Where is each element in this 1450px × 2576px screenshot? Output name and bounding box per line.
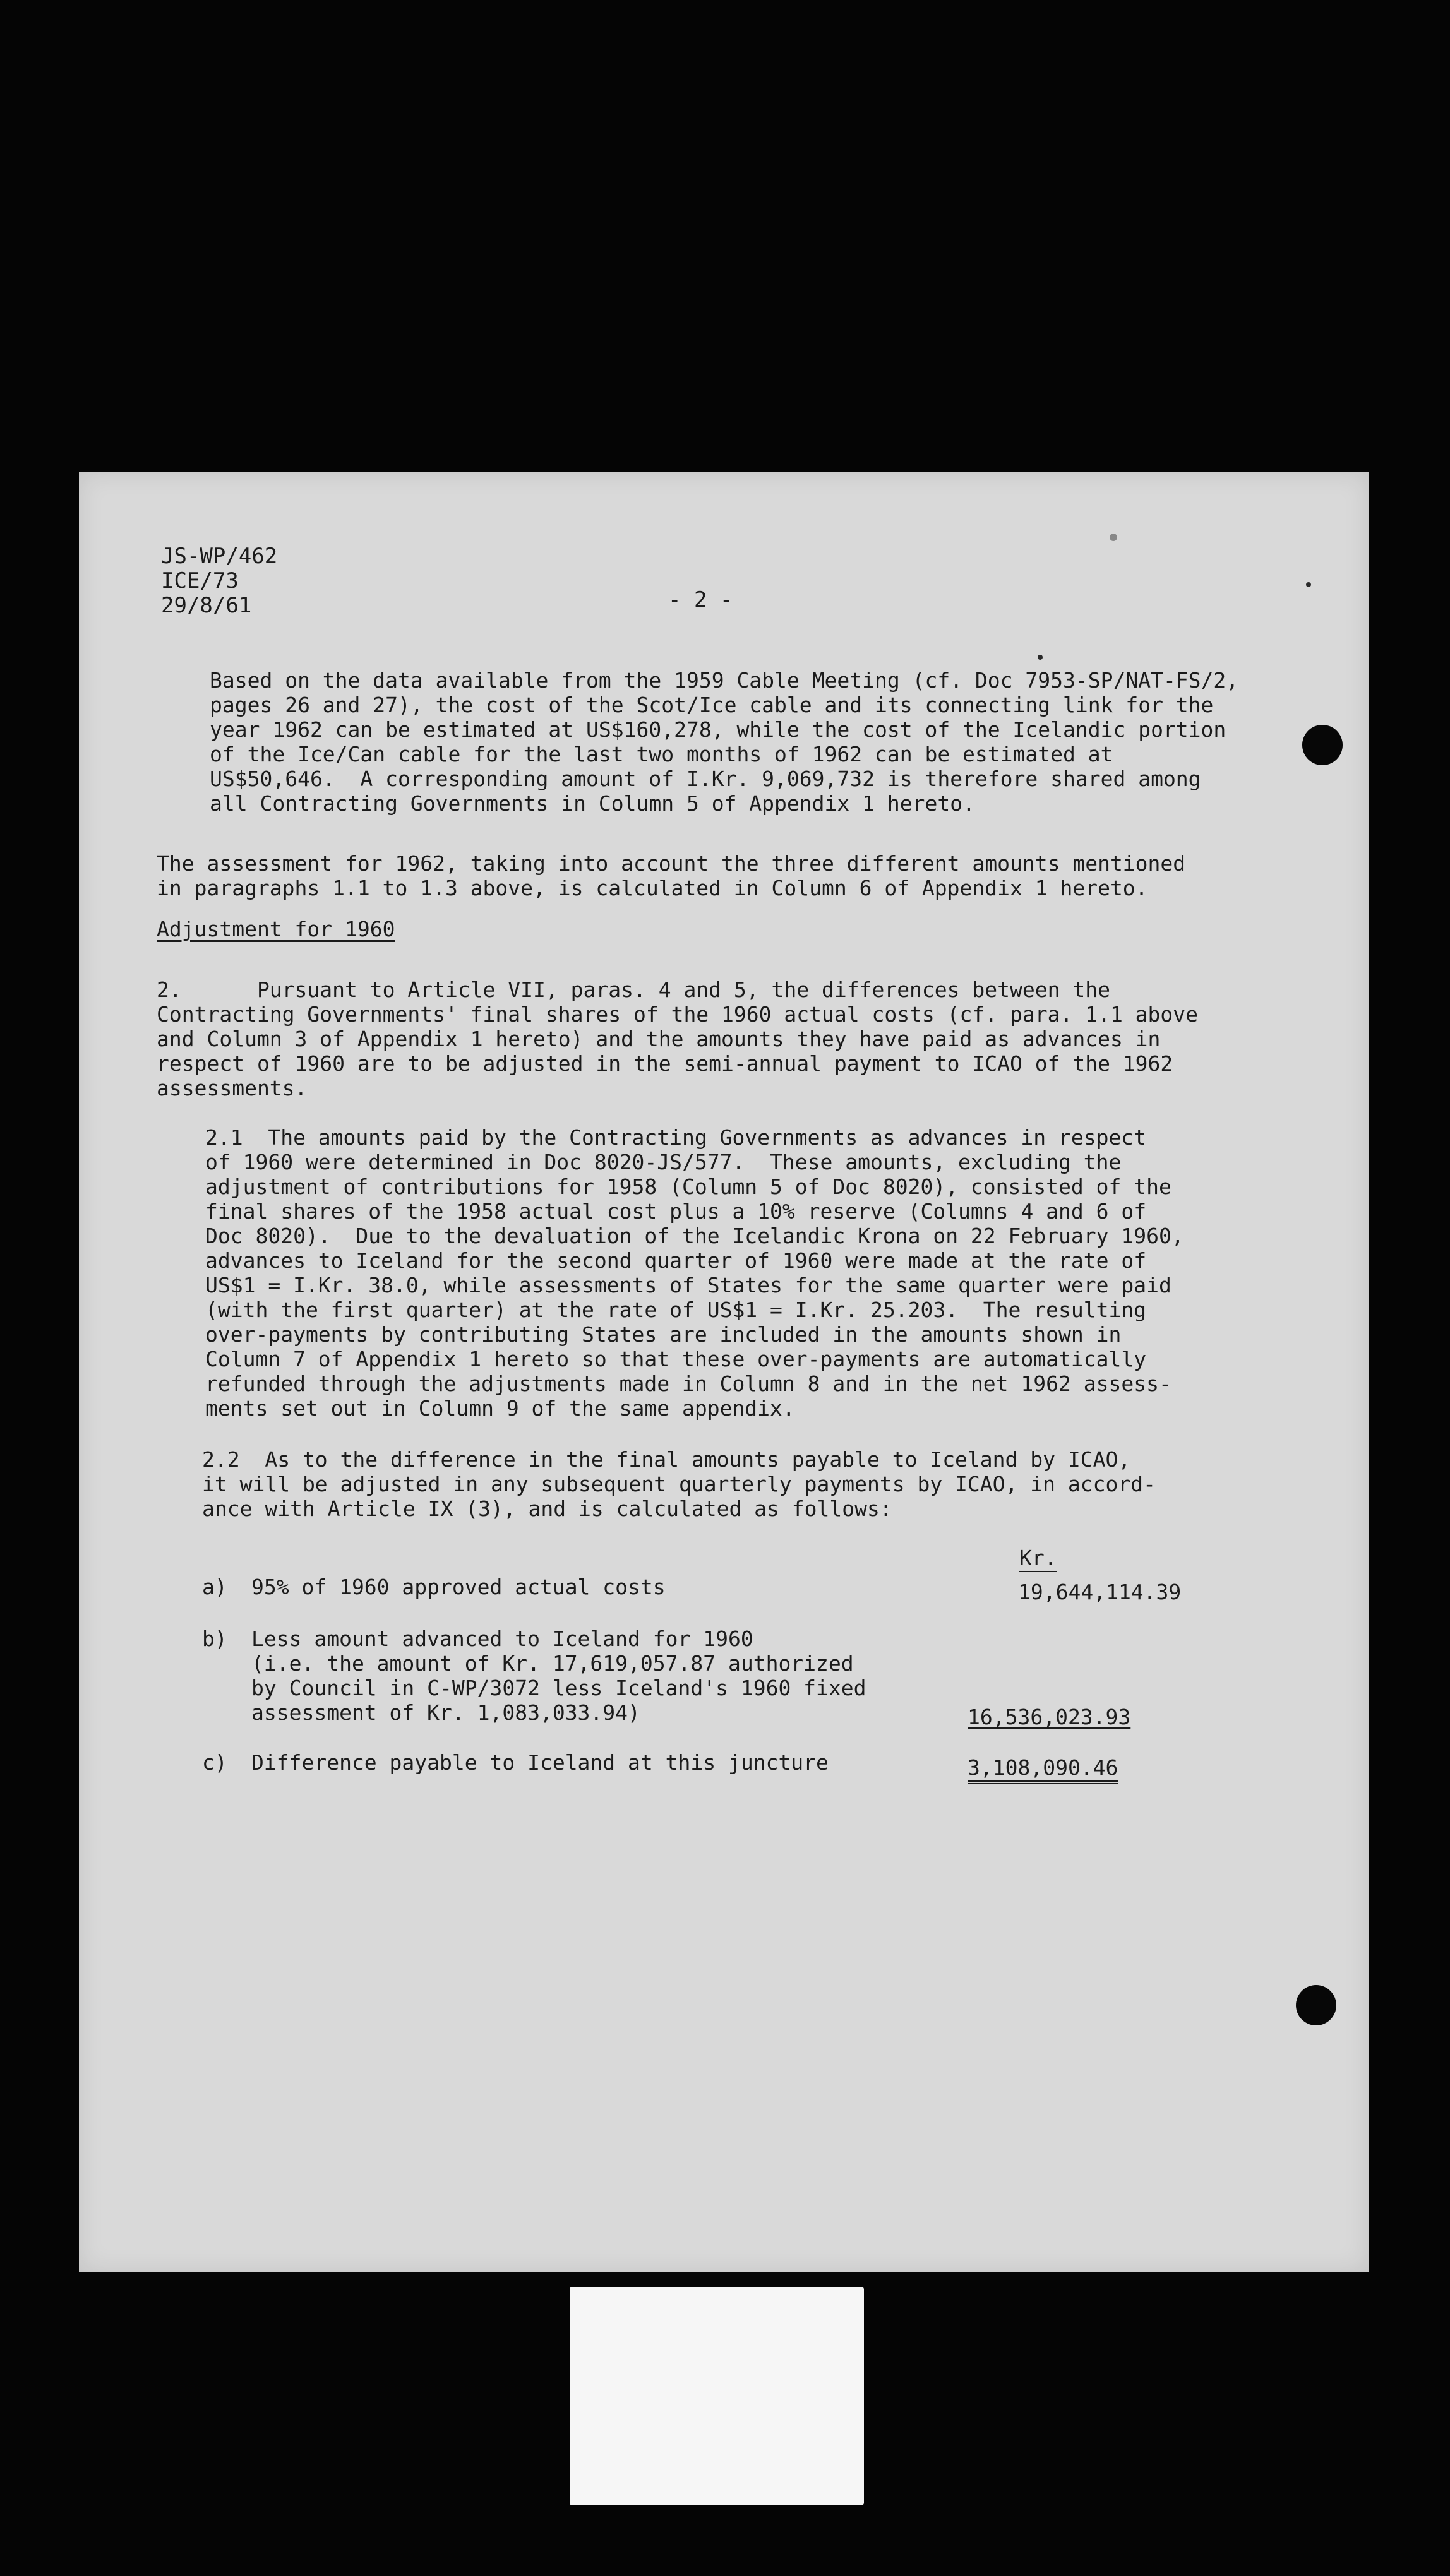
paragraph-2-1: 2.1 The amounts paid by the Contracting Governments as advances in respect of 1960 were determined in Doc 8020-JS/577. These amounts, excluding the adjustment of contributions for 1958 (Column 5 of Doc 8020), consisted of the final shares of the 1958 actual cost plus a 10% reserve (Columns 4 and 6 of Doc 8020). Due to the devaluation of the Icelandic Krona on 22 February 1960, advances to Iceland for the second quarter of 1960 were made at the rate of US$1 = I.Kr. 38.0, while assessments of States for the same quarter were paid (with the first quarter) at the rate of US$1 = I.Kr. 25.203. The resulting over-payments by contributing States are included in the amounts shown in Column 7 of Appendix 1 hereto so that these over-payments are automatically refunded through the adjustments made in Column 8 and in the net 1962 assess- ments set out in Column 9 of the same appendix. [205, 1125, 1184, 1421]
section-heading-adjustment: Adjustment for 1960 [157, 917, 395, 941]
doc-ref-ice: ICE/73 [161, 568, 239, 593]
doc-date: 29/8/61 [161, 593, 252, 618]
document-reference-block [161, 544, 277, 618]
calc-row-c [202, 1750, 829, 1775]
paragraph-cable-costs: Based on the data available from the 1959 Cable Meeting (cf. Doc 7953-SP/NAT-FS/2, pages 26 and 27), the cost of the Scot/Ice cable and its connecting link for the year 1962 can be estimated at US$160,278, while the cost of the Icelandic portion of the Ice/Can cable for the last two months of 1962 can be estimated at US$50,646. A corresponding amount of I.Kr. 9,069,732 is therefore shared among all Contracting Governments in Column 5 of Appendix 1 hereto. [210, 668, 1239, 816]
paragraph-assessment-1962: The assessment for 1962, taking into account the three different amounts mentioned in paragraphs 1.1 to 1.3 above, is calculated in Column 6 of Appendix 1 hereto. [157, 851, 1186, 900]
paragraph-2-2: 2.2 As to the difference in the final amounts payable to Iceland by ICAO, it will be adjusted in any subsequent quarterly payments by ICAO, in accord- ance with Article IX (3), and is calculated as follows: [202, 1447, 1156, 1521]
calc-row-a [202, 1575, 666, 1599]
calc-row-label: c) [202, 1750, 227, 1775]
currency-column-header: Kr. [1019, 1546, 1057, 1573]
calc-amount-c: 3,108,090.46 [968, 1755, 1118, 1784]
paper-speck [1306, 582, 1311, 587]
calc-row-text: 95% of 1960 approved actual costs [251, 1575, 666, 1599]
paper-speck [1110, 534, 1117, 541]
punch-hole-bottom [1296, 1985, 1336, 2025]
calc-row-label: a) [202, 1575, 227, 1599]
doc-ref-js: JS-WP/462 [161, 544, 278, 569]
calc-row-text: Difference payable to Iceland at this juncture [251, 1750, 829, 1775]
calc-row-label: b) [202, 1626, 227, 1651]
calc-row-text: Less amount advanced to Iceland for 1960 (i.e. the amount of Kr. 17,619,057.87 authorized by Council in C-WP/3072 less Iceland's 1960 fixed assessment of Kr. 1,083,033.94) [251, 1626, 866, 1725]
paper-speck [1038, 655, 1043, 660]
calc-amount-b: 16,536,023.93 [968, 1705, 1131, 1729]
calc-row-b [202, 1626, 866, 1725]
calc-amount-a: 19,644,114.39 [1018, 1580, 1182, 1604]
punch-hole-top [1302, 725, 1343, 765]
page-number: - 2 - [668, 587, 733, 612]
blank-card [570, 2287, 864, 2505]
paragraph-2: 2. Pursuant to Article VII, paras. 4 and 5, the differences between the Contracting Governments' final shares of the 1960 actual costs (cf. para. 1.1 above and Column 3 of Appendix 1 hereto) and the amounts they have paid as advances in respect of 1960 are to be adjusted in the semi-annual payment to ICAO of the 1962 assessments. [157, 977, 1199, 1100]
